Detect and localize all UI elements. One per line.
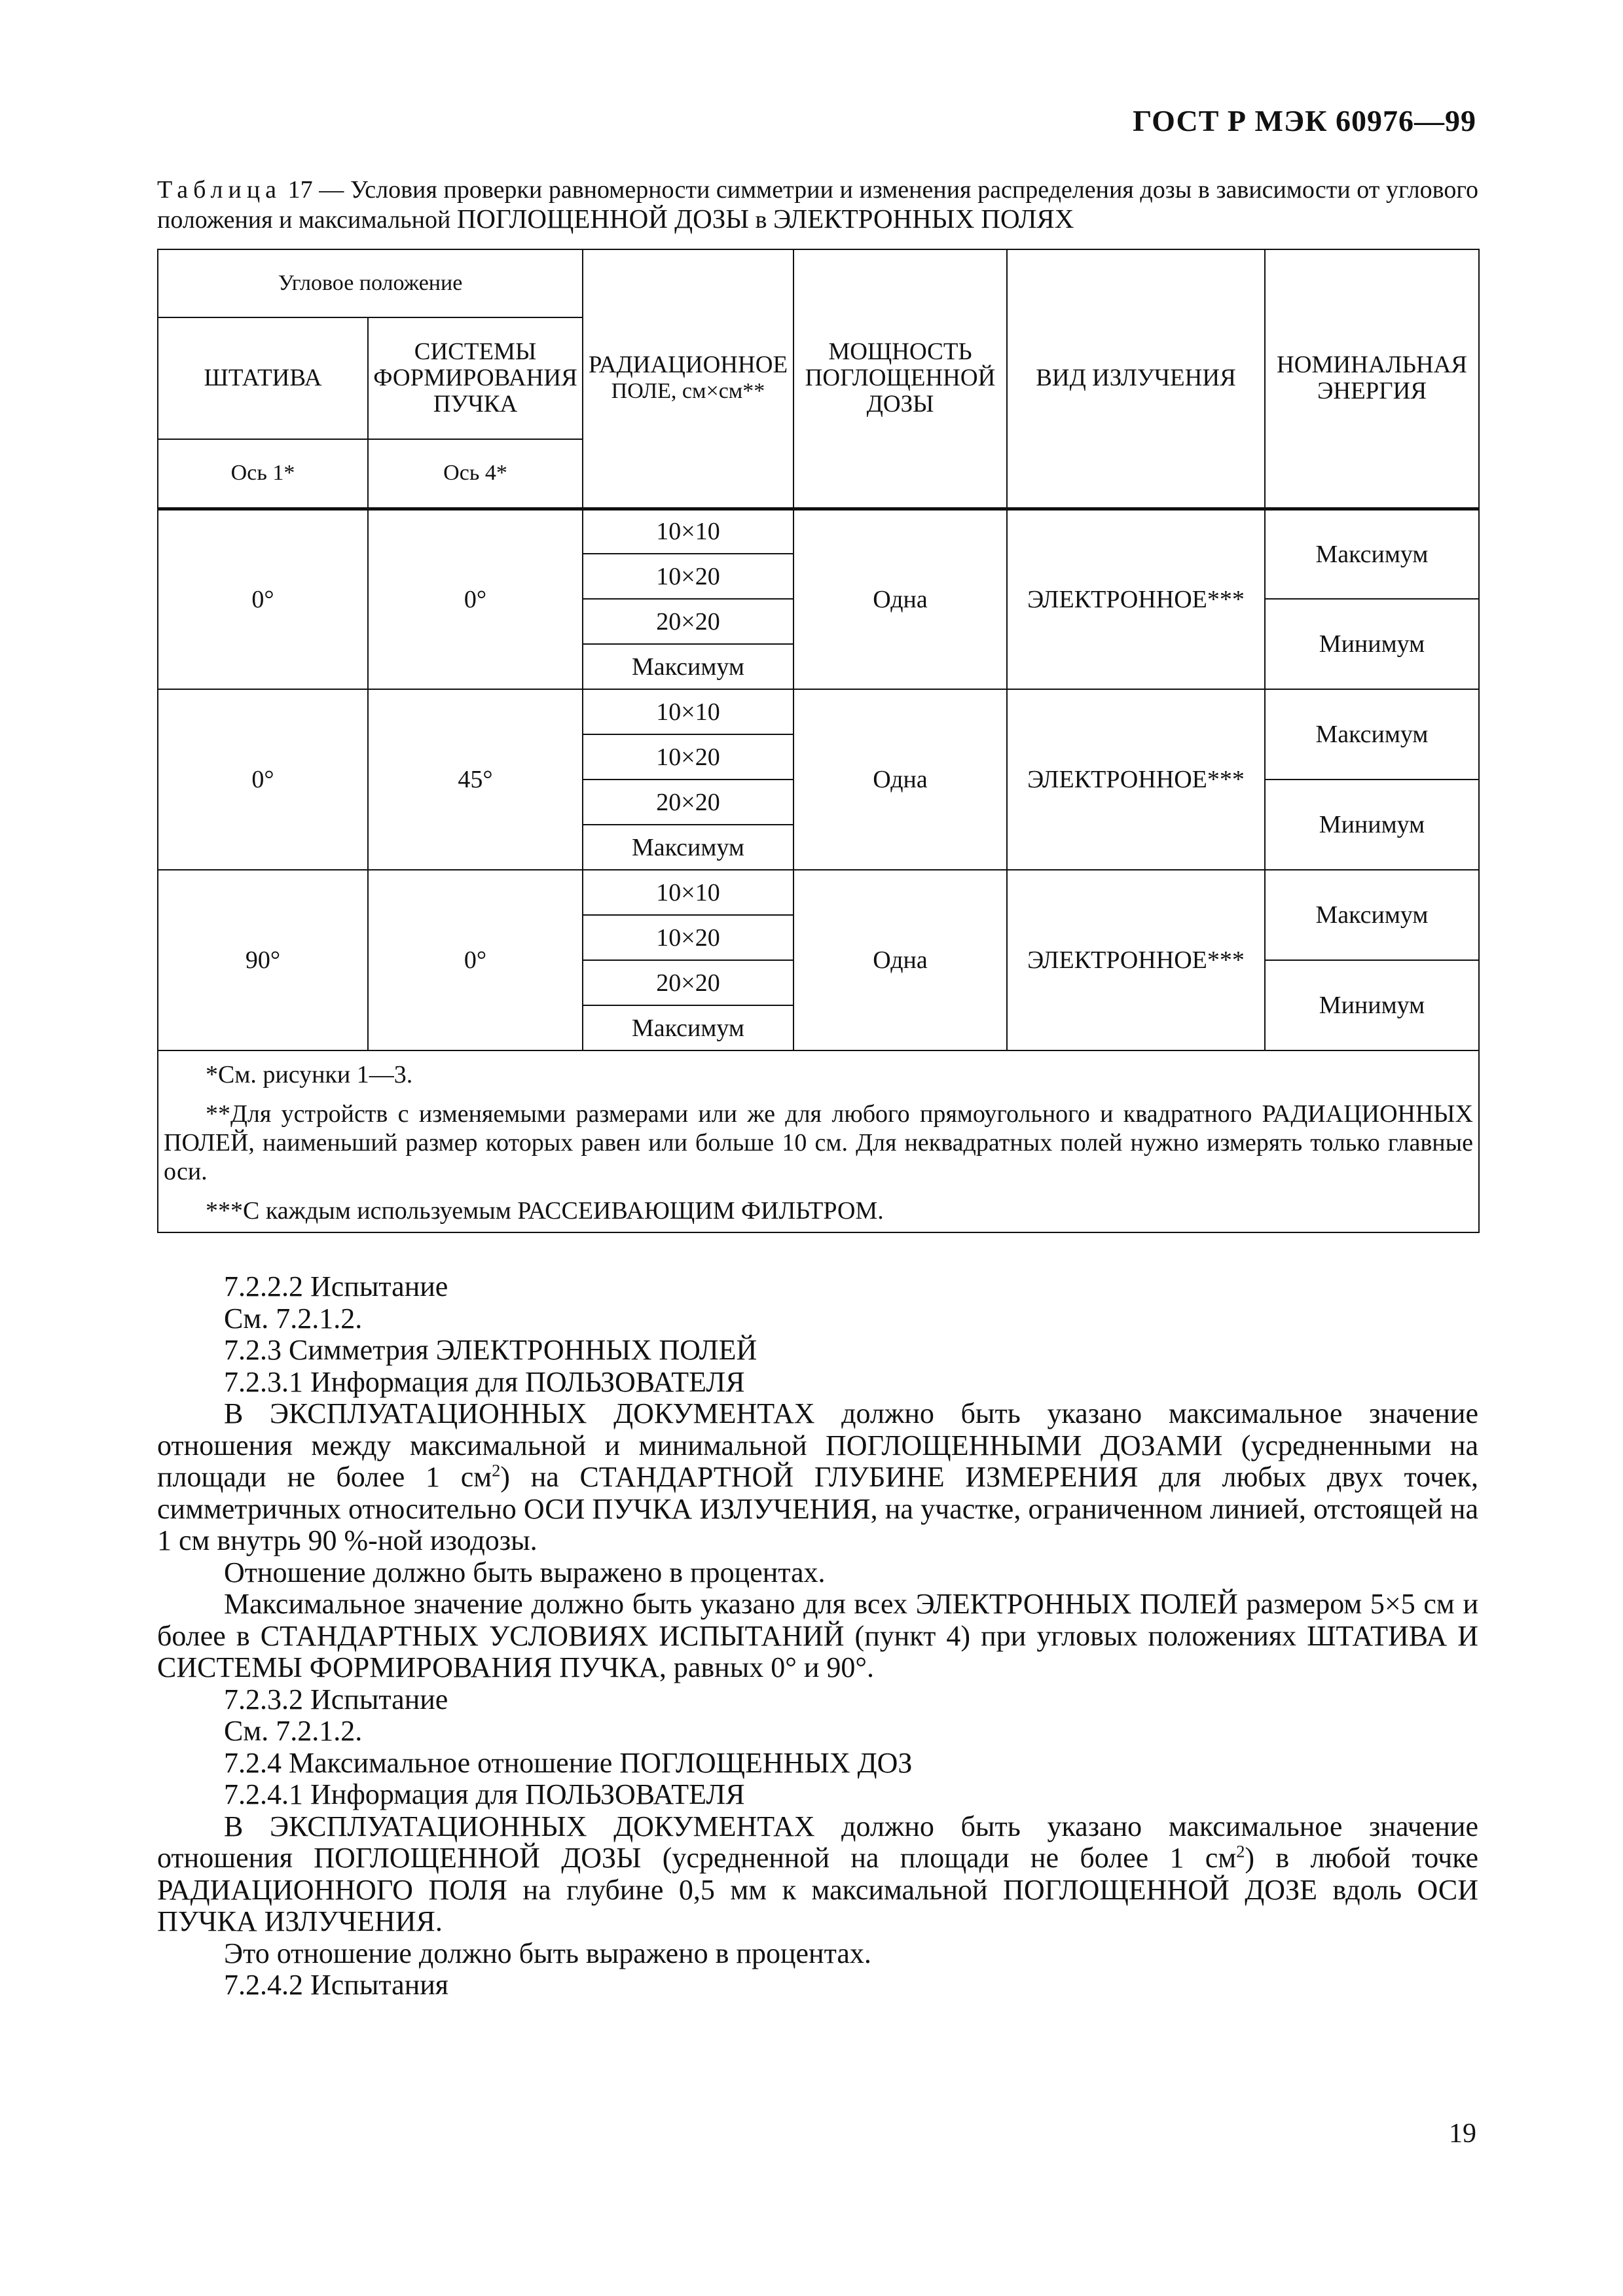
- cell-radiation-type: ЭЛЕКТРОННОЕ***: [1007, 689, 1265, 870]
- cell-field: 10×20: [583, 554, 793, 599]
- caption-caps-2: ЭЛЕКТРОННЫХ ПОЛЯХ: [773, 204, 1074, 234]
- header-radiation-field-line1: РАДИАЦИОННОЕ: [588, 351, 788, 379]
- paragraph: Отношение должно быть выражено в процентах.: [224, 1556, 826, 1588]
- header-radiation-field: [583, 249, 793, 509]
- header-angular-position: Угловое положение: [158, 249, 583, 317]
- section-heading: 7.2.3 Симметрия ЭЛЕКТРОННЫХ ПОЛЕЙ: [224, 1334, 757, 1366]
- document-code: ГОСТ Р МЭК 60976—99: [1133, 104, 1476, 137]
- note-2: **Для устройств с изменяемыми размерами или же для любого прямоугольного и квадратного РАДИАЦИОННЫХ ПОЛЕЙ, наименьший размер которых равен или больше 10 см. Для неквадратных полей нужно измерять только главные оси.: [164, 1100, 1473, 1185]
- caption-caps: ПОГЛОЩЕННОЙ ДОЗЫ: [456, 204, 749, 234]
- header-dose-rate: МОЩНОСТЬ ПОГЛОЩЕННОЙ ДОЗЫ: [793, 249, 1007, 509]
- cell-energy: Максимум: [1265, 870, 1479, 960]
- cell-field: 20×20: [583, 599, 793, 644]
- cell-beam: 0°: [368, 870, 583, 1050]
- paragraph-part: В ЭКСПЛУАТАЦИОННЫХ ДОКУМЕНТАХ должно быть указано максимальное значение отношения ПОГЛОЩЕННОЙ ДОЗЫ (усредненной на площади не более 1 см: [157, 1810, 1478, 1874]
- cell-gantry: 0°: [158, 689, 368, 870]
- cell-field: 10×20: [583, 734, 793, 780]
- cell-dose-rate: Одна: [793, 689, 1007, 870]
- cell-beam: 0°: [368, 509, 583, 689]
- header-radiation-type: ВИД ИЗЛУЧЕНИЯ: [1007, 249, 1265, 509]
- cell-dose-rate: Одна: [793, 870, 1007, 1050]
- cell-gantry: 0°: [158, 509, 368, 689]
- note-1: *См. рисунки 1—3.: [206, 1061, 413, 1088]
- caption-text: 17 — Условия проверки равномерности симметрии и изменения распределения дозы в зависимости от углового положения и максимальной: [157, 176, 1478, 234]
- superscript: 2: [492, 1460, 501, 1480]
- paragraph: [157, 1811, 1478, 1938]
- cell-dose-rate: Одна: [793, 509, 1007, 689]
- cell-field: 10×10: [583, 509, 793, 554]
- header-axis-4: Ось 4*: [368, 439, 583, 509]
- cell-radiation-type: ЭЛЕКТРОННОЕ***: [1007, 509, 1265, 689]
- header-axis-1: Ось 1*: [158, 439, 368, 509]
- paragraph-part: ) на СТАНДАРТНОЙ ГЛУБИНЕ ИЗМЕРЕНИЯ для любых двух точек, симметричных относительно ОСИ ПУЧКА ИЗЛУЧЕНИЯ, на участке, ограниченном линией, отстоящей на 1 см внутрь 90 %-ной изодозы.: [157, 1461, 1478, 1556]
- header-beam-system: СИСТЕМЫ ФОРМИРОВАНИЯ ПУЧКА: [368, 317, 583, 439]
- page-number: 19: [1449, 2119, 1476, 2149]
- cell-field: Максимум: [583, 1005, 793, 1050]
- cell-field: 10×10: [583, 689, 793, 734]
- cell-field: 10×20: [583, 915, 793, 960]
- body-text: [157, 1271, 1478, 2001]
- section-heading: 7.2.4.2 Испытания: [224, 1969, 449, 2001]
- paragraph: См. 7.2.1.2.: [224, 1302, 363, 1335]
- cell-field: 10×10: [583, 870, 793, 915]
- cell-energy: Минимум: [1265, 780, 1479, 870]
- cell-energy: Максимум: [1265, 689, 1479, 780]
- caption-label: Таблица: [157, 176, 282, 204]
- section-heading: 7.2.4 Максимальное отношение ПОГЛОЩЕННЫХ ДОЗ: [224, 1746, 913, 1779]
- caption-mid: в: [755, 206, 767, 234]
- cell-gantry: 90°: [158, 870, 368, 1050]
- header-nominal-energy: НОМИНАЛЬНАЯ ЭНЕРГИЯ: [1265, 249, 1479, 509]
- cell-energy: Минимум: [1265, 960, 1479, 1050]
- section-heading: 7.2.3.1 Информация для ПОЛЬЗОВАТЕЛЯ: [224, 1365, 745, 1398]
- paragraph: См. 7.2.1.2.: [224, 1715, 363, 1747]
- paragraph-part: ) в любой точке РАДИАЦИОННОГО ПОЛЯ на глубине 0,5 мм к максимальной ПОГЛОЩЕННОЙ ДОЗЕ вдоль ОСИ ПУЧКА ИЗЛУЧЕНИЯ.: [157, 1842, 1479, 1937]
- cell-field: Максимум: [583, 644, 793, 689]
- header-radiation-field-line2: ПОЛЕ, см×см**: [611, 379, 765, 404]
- note-3: ***С каждым используемым РАССЕИВАЮЩИМ ФИЛЬТРОМ.: [206, 1197, 884, 1225]
- section-heading: 7.2.2.2 Испытание: [224, 1270, 448, 1302]
- cell-beam: 45°: [368, 689, 583, 870]
- paragraph: [157, 1398, 1478, 1557]
- table-17: [157, 249, 1480, 1233]
- cell-field: 20×20: [583, 780, 793, 825]
- paragraph-part: В ЭКСПЛУАТАЦИОННЫХ ДОКУМЕНТАХ должно быть указано максимальное значение отношения между максимальной и минимальной ПОГЛОЩЕННЫМИ ДОЗАМИ (усредненными на площади не более 1 см: [157, 1397, 1478, 1493]
- cell-field: Максимум: [583, 825, 793, 870]
- cell-energy: Минимум: [1265, 599, 1479, 689]
- section-heading: 7.2.4.1 Информация для ПОЛЬЗОВАТЕЛЯ: [224, 1778, 745, 1810]
- section-heading: 7.2.3.2 Испытание: [224, 1683, 448, 1715]
- paragraph: Это отношение должно быть выражено в процентах.: [224, 1937, 871, 1969]
- table-notes: [158, 1050, 1479, 1232]
- cell-field: 20×20: [583, 960, 793, 1005]
- table-caption: [157, 175, 1478, 234]
- cell-radiation-type: ЭЛЕКТРОННОЕ***: [1007, 870, 1265, 1050]
- superscript: 2: [1236, 1841, 1245, 1861]
- cell-energy: Максимум: [1265, 509, 1479, 599]
- paragraph: Максимальное значение должно быть указано для всех ЭЛЕКТРОННЫХ ПОЛЕЙ размером 5×5 см и более в СТАНДАРТНЫХ УСЛОВИЯХ ИСПЫТАНИЙ (пункт 4) при угловых положениях ШТАТИВА И СИСТЕМЫ ФОРМИРОВАНИЯ ПУЧКА, равных 0° и 90°.: [157, 1588, 1478, 1683]
- header-gantry: ШТАТИВА: [158, 317, 368, 439]
